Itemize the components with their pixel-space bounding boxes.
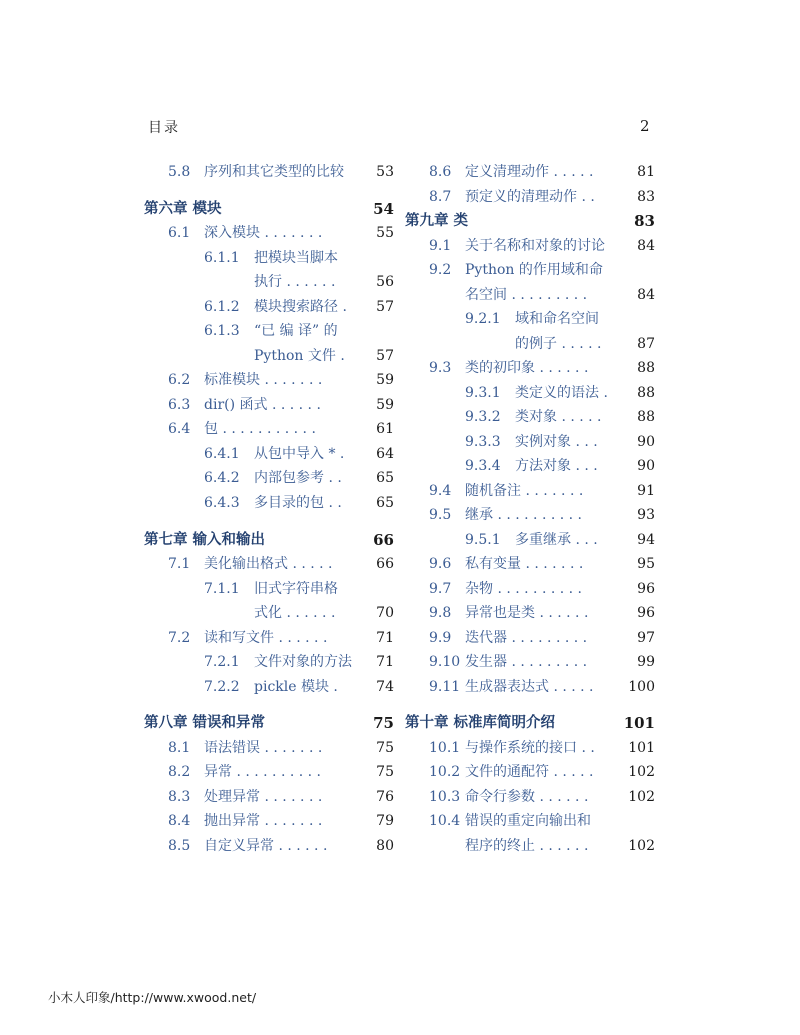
toc-entry-title: 实例对象 . . . [515,433,598,450]
toc-entry-title: 从包中导入 * . [254,445,345,462]
toc-entry-title: 模块搜索路径 . [254,298,347,315]
toc-page-number: 102 [628,764,655,781]
toc-subsection-entry[interactable] [405,307,655,332]
toc-page-number: 100 [628,678,655,695]
toc-entry-title: 私有变量 . . . . . . . [465,556,584,572]
toc-section-entry[interactable] [144,626,394,651]
toc-page-number: 55 [376,225,394,242]
toc-section-entry[interactable] [405,577,655,602]
toc-page-number: 87 [637,335,655,352]
toc-entry-number: 9.1 [429,237,452,254]
toc-subsection-entry[interactable] [144,491,394,516]
toc-page-number: 66 [376,556,394,573]
toc-entry-title: pickle 模块 . [254,678,338,695]
toc-entry-title: 错误的重定向输出和 [465,813,591,830]
toc-page-number: 54 [373,199,394,218]
toc-page-number: 91 [637,482,655,499]
toc-entry-title: 迭代器 . . . . . . . . . [465,629,588,646]
toc-entry-title: 多目录的包 . . [254,494,342,511]
toc-gap [144,699,394,711]
toc-entry-title: 序列和其它类型的比较 [204,164,344,180]
toc-entry-title: 语法错误 . . . . . . . [204,739,323,756]
toc-chapter-entry[interactable] [144,711,394,736]
toc-entry-number: 6.1.2 [204,298,240,315]
toc-page-number: 57 [376,298,394,315]
toc-entry-number: 9.5 [429,507,452,523]
toc-gap [144,185,394,197]
toc-page-number: 71 [376,629,394,646]
toc-page-number: 81 [637,164,655,180]
toc-section-entry[interactable] [405,234,655,259]
toc-section-entry[interactable] [405,332,655,357]
toc-section-entry[interactable] [405,601,655,626]
toc-entry-number: 7.1.1 [204,580,240,597]
toc-page-number: 102 [628,837,655,854]
toc-entry-title: 内部包参考 . . [254,470,342,487]
toc-page-number: 64 [376,445,394,462]
toc-entry-title: 类定义的语法 . [515,384,608,401]
toc-entry-title: 旧式字符串格 [254,580,338,597]
toc-entry-title: 标准模块 . . . . . . . [204,372,323,389]
toc-entry-title: 读和写文件 . . . . . . [204,629,328,646]
toc-entry-title: 异常 . . . . . . . . . . [204,764,322,781]
toc-entry-title: 定义清理动作 . . . . . [465,164,594,180]
toc-entry-title: 执行 . . . . . . [254,274,336,291]
toc-page-number: 90 [637,433,655,450]
toc-chapter-title: 第九章 类 [405,212,469,229]
toc-entry-number: 8.3 [168,788,191,805]
toc-entry-number: 7.2.2 [204,678,240,695]
toc-entry-number: 9.5.1 [465,531,501,548]
toc-section-entry[interactable] [405,552,655,577]
toc-section-entry[interactable] [405,650,655,675]
toc-entry-title: 处理异常 . . . . . . . [204,788,323,805]
toc-entry-number: 7.2 [168,629,191,646]
toc-entry-number: 9.7 [429,580,452,597]
toc-section-entry[interactable] [144,601,394,626]
toc-subsection-entry[interactable] [405,381,655,406]
page-number: 2 [640,117,650,135]
toc-page-number: 95 [637,556,655,572]
toc-section-entry[interactable] [405,185,655,210]
toc-entry-title: 命令行参数 . . . . . . [465,788,589,805]
toc-section-entry[interactable] [144,160,394,185]
toc-section-entry[interactable] [405,160,655,185]
toc-entry-title: 包 . . . . . . . . . . . [204,421,316,438]
toc-entry-title: 杂物 . . . . . . . . . . [465,580,583,597]
toc-entry-number: 6.1 [168,225,191,242]
toc-page-number: 101 [623,714,655,733]
toc-page-number: 96 [637,605,655,621]
toc-page-number: 57 [376,347,394,364]
toc-entry-number: 8.1 [168,739,191,756]
toc-subsection-entry[interactable] [405,430,655,455]
toc-section-entry[interactable] [405,809,655,834]
toc-entry-number: 6.4.1 [204,445,240,462]
toc-chapter-entry[interactable] [144,197,394,222]
toc-entry-title: 深入模块 . . . . . . . [204,225,323,242]
toc-entry-number: 9.3.2 [465,409,501,425]
toc-chapter-title: 第十章 标准库简明介绍 [405,714,556,732]
toc-entry-number: 9.8 [429,605,452,621]
toc-chapter-entry[interactable] [144,528,394,553]
toc-subsection-entry[interactable] [405,454,655,479]
toc-chapter-title: 第六章 模块 [144,199,222,217]
toc-entry-title: 发生器 . . . . . . . . . [465,654,588,670]
toc-page-number: 61 [376,421,394,438]
toc-section-entry[interactable] [405,834,655,859]
toc-entry-title: “已 编 译” 的 [254,323,338,340]
toc-section-entry[interactable] [405,479,655,504]
toc-entry-title: 类对象 . . . . . [515,409,602,425]
toc-entry-number: 9.4 [429,482,452,499]
toc-page-number: 94 [637,531,655,548]
toc-entry-number: 6.3 [168,396,191,413]
toc-section-entry[interactable] [144,393,394,418]
toc-page-number: 59 [376,372,394,389]
toc-subsection-entry[interactable] [144,650,394,675]
toc-page-number: 93 [637,507,655,523]
toc-subsection-entry[interactable] [144,466,394,491]
toc-subsection-entry[interactable] [144,577,394,602]
toc-entry-number: 9.3.4 [465,458,501,474]
toc-chapter-entry[interactable] [405,711,655,736]
toc-page-number: 83 [634,212,655,230]
toc-entry-number: 10.1 [429,739,461,756]
toc-entry-title: 美化输出格式 . . . . . [204,556,333,573]
toc-entry-title: 关于名称和对象的讨论 [465,237,605,254]
toc-section-entry[interactable] [405,283,655,308]
toc-page-number: 99 [637,654,655,670]
toc-entry-number: 6.1.3 [204,323,240,340]
toc-section-entry[interactable] [144,834,394,859]
toc-subsection-entry[interactable] [405,528,655,553]
toc-gap [144,515,394,527]
toc-entry-number: 9.2 [429,262,452,278]
toc-entry-title: 的例子 . . . . . [515,335,602,352]
toc-entry-title: 域和命名空间 [515,311,599,327]
toc-entry-title: 异常也是类 . . . . . . [465,605,589,621]
toc-entry-title: 程序的终止 . . . . . . [465,837,589,854]
toc-entry-title: 方法对象 . . . [515,458,598,474]
toc-section-entry[interactable] [405,356,655,381]
toc-section-entry[interactable] [144,760,394,785]
toc-entry-number: 8.2 [168,764,191,781]
toc-entry-number: 10.4 [429,813,461,830]
toc-entry-title: 把模块当脚本 [254,249,338,266]
toc-page-number: 101 [628,739,655,756]
toc-page-number: 75 [376,739,394,756]
toc-section-entry[interactable] [144,417,394,442]
toc-entry-number: 6.4.3 [204,494,240,511]
toc-subsection-entry[interactable] [144,295,394,320]
toc-chapter-entry[interactable] [405,209,655,234]
toc-entry-title: 抛出异常 . . . . . . . [204,813,323,830]
toc-entry-title: 类的初印象 . . . . . . [465,360,589,376]
toc-entry-number: 9.9 [429,629,452,646]
toc-page-number: 70 [376,605,394,622]
toc-page-number: 53 [376,164,394,180]
toc-section-entry[interactable] [405,503,655,528]
toc-section-entry[interactable] [144,344,394,369]
toc-chapter-title: 第七章 输入和输出 [144,530,266,548]
toc-entry-number: 9.3 [429,360,452,376]
toc-subsection-entry[interactable] [144,246,394,271]
toc-page-number: 96 [637,580,655,597]
toc-page-number: 88 [637,384,655,401]
toc-entry-title: Python 的作用域和命 [465,262,603,278]
toc-section-entry[interactable] [144,270,394,295]
running-header-title: 目录 [148,120,180,136]
toc-entry-number: 9.10 [429,654,461,670]
toc-page-number: 88 [637,409,655,425]
toc-entry-number: 6.4.2 [204,470,240,487]
toc-page-number: 71 [376,654,394,671]
toc-subsection-entry[interactable] [405,405,655,430]
toc-entry-number: 8.7 [429,188,452,205]
toc-entry-number: 8.4 [168,813,191,830]
toc-page-number: 79 [376,813,394,830]
toc-page-number: 88 [637,360,655,376]
toc-entry-number: 7.1 [168,556,191,573]
toc-entry-title: 继承 . . . . . . . . . . [465,507,583,523]
toc-section-entry[interactable] [405,258,655,283]
toc-entry-number: 9.11 [429,678,461,695]
toc-section-entry[interactable] [144,552,394,577]
toc-page-number: 90 [637,458,655,474]
footer-watermark: 小木人印象/http://www.xwood.net/ [48,990,257,1005]
toc-subsection-entry[interactable] [144,319,394,344]
toc-section-entry[interactable] [144,809,394,834]
toc-page-number: 84 [637,286,655,303]
toc-section-entry[interactable] [144,785,394,810]
toc-page-number: 97 [637,629,655,646]
toc-column-left [144,160,394,858]
toc-page-number: 83 [637,188,655,205]
toc-entry-number: 9.3.1 [465,384,501,401]
toc-entry-number: 9.3.3 [465,433,501,450]
toc-entry-number: 9.2.1 [465,311,501,327]
toc-section-entry[interactable] [144,368,394,393]
toc-page-number: 59 [376,396,394,413]
toc-page-number: 66 [373,530,394,549]
toc-entry-title: 文件的通配符 . . . . . [465,764,594,781]
toc-section-entry[interactable] [405,675,655,700]
toc-entry-number: 10.2 [429,764,461,781]
toc-entry-number: 7.2.1 [204,654,240,671]
toc-section-entry[interactable] [405,736,655,761]
toc-section-entry[interactable] [405,760,655,785]
toc-page-number: 80 [376,837,394,854]
toc-entry-title: 随机备注 . . . . . . . [465,482,584,499]
toc-section-entry[interactable] [144,736,394,761]
toc-entry-number: 6.2 [168,372,191,389]
toc-entry-title: 生成器表达式 . . . . . [465,678,594,695]
toc-entry-number: 5.8 [168,164,191,180]
toc-section-entry[interactable] [144,221,394,246]
toc-page-number: 65 [376,494,394,511]
toc-entry-title: 与操作系统的接口 . . [465,739,595,756]
toc-entry-number: 9.6 [429,556,452,572]
toc-section-entry[interactable] [405,626,655,651]
toc-entry-number: 6.4 [168,421,191,438]
toc-entry-title: Python 文件 . [254,347,345,364]
toc-section-entry[interactable] [405,785,655,810]
toc-page-number: 84 [637,237,655,254]
toc-subsection-entry[interactable] [144,675,394,700]
toc-entry-title: 自定义异常 . . . . . . [204,837,328,854]
toc-entry-number: 8.5 [168,837,191,854]
toc-entry-title: 多重继承 . . . [515,531,598,548]
toc-page-number: 74 [376,678,394,695]
toc-entry-title: 名空间 . . . . . . . . . [465,286,588,303]
toc-entry-number: 8.6 [429,164,452,180]
toc-entry-title: dir() 函式 . . . . . . [204,396,321,413]
toc-column-right [405,160,655,858]
toc-subsection-entry[interactable] [144,442,394,467]
toc-page-number: 75 [373,714,394,733]
toc-page-number: 75 [376,764,394,781]
toc-entry-title: 式化 . . . . . . [254,605,336,622]
toc-entry-title: 文件对象的方法 [254,654,352,671]
toc-entry-title: 预定义的清理动作 . . [465,188,595,205]
toc-page-number: 102 [628,788,655,805]
toc-page-number: 76 [376,788,394,805]
toc-chapter-title: 第八章 错误和异常 [144,714,266,732]
toc-page-number: 65 [376,470,394,487]
toc-entry-number: 10.3 [429,788,461,805]
toc-gap [405,699,655,711]
toc-entry-number: 6.1.1 [204,249,240,266]
toc-page-number: 56 [376,274,394,291]
